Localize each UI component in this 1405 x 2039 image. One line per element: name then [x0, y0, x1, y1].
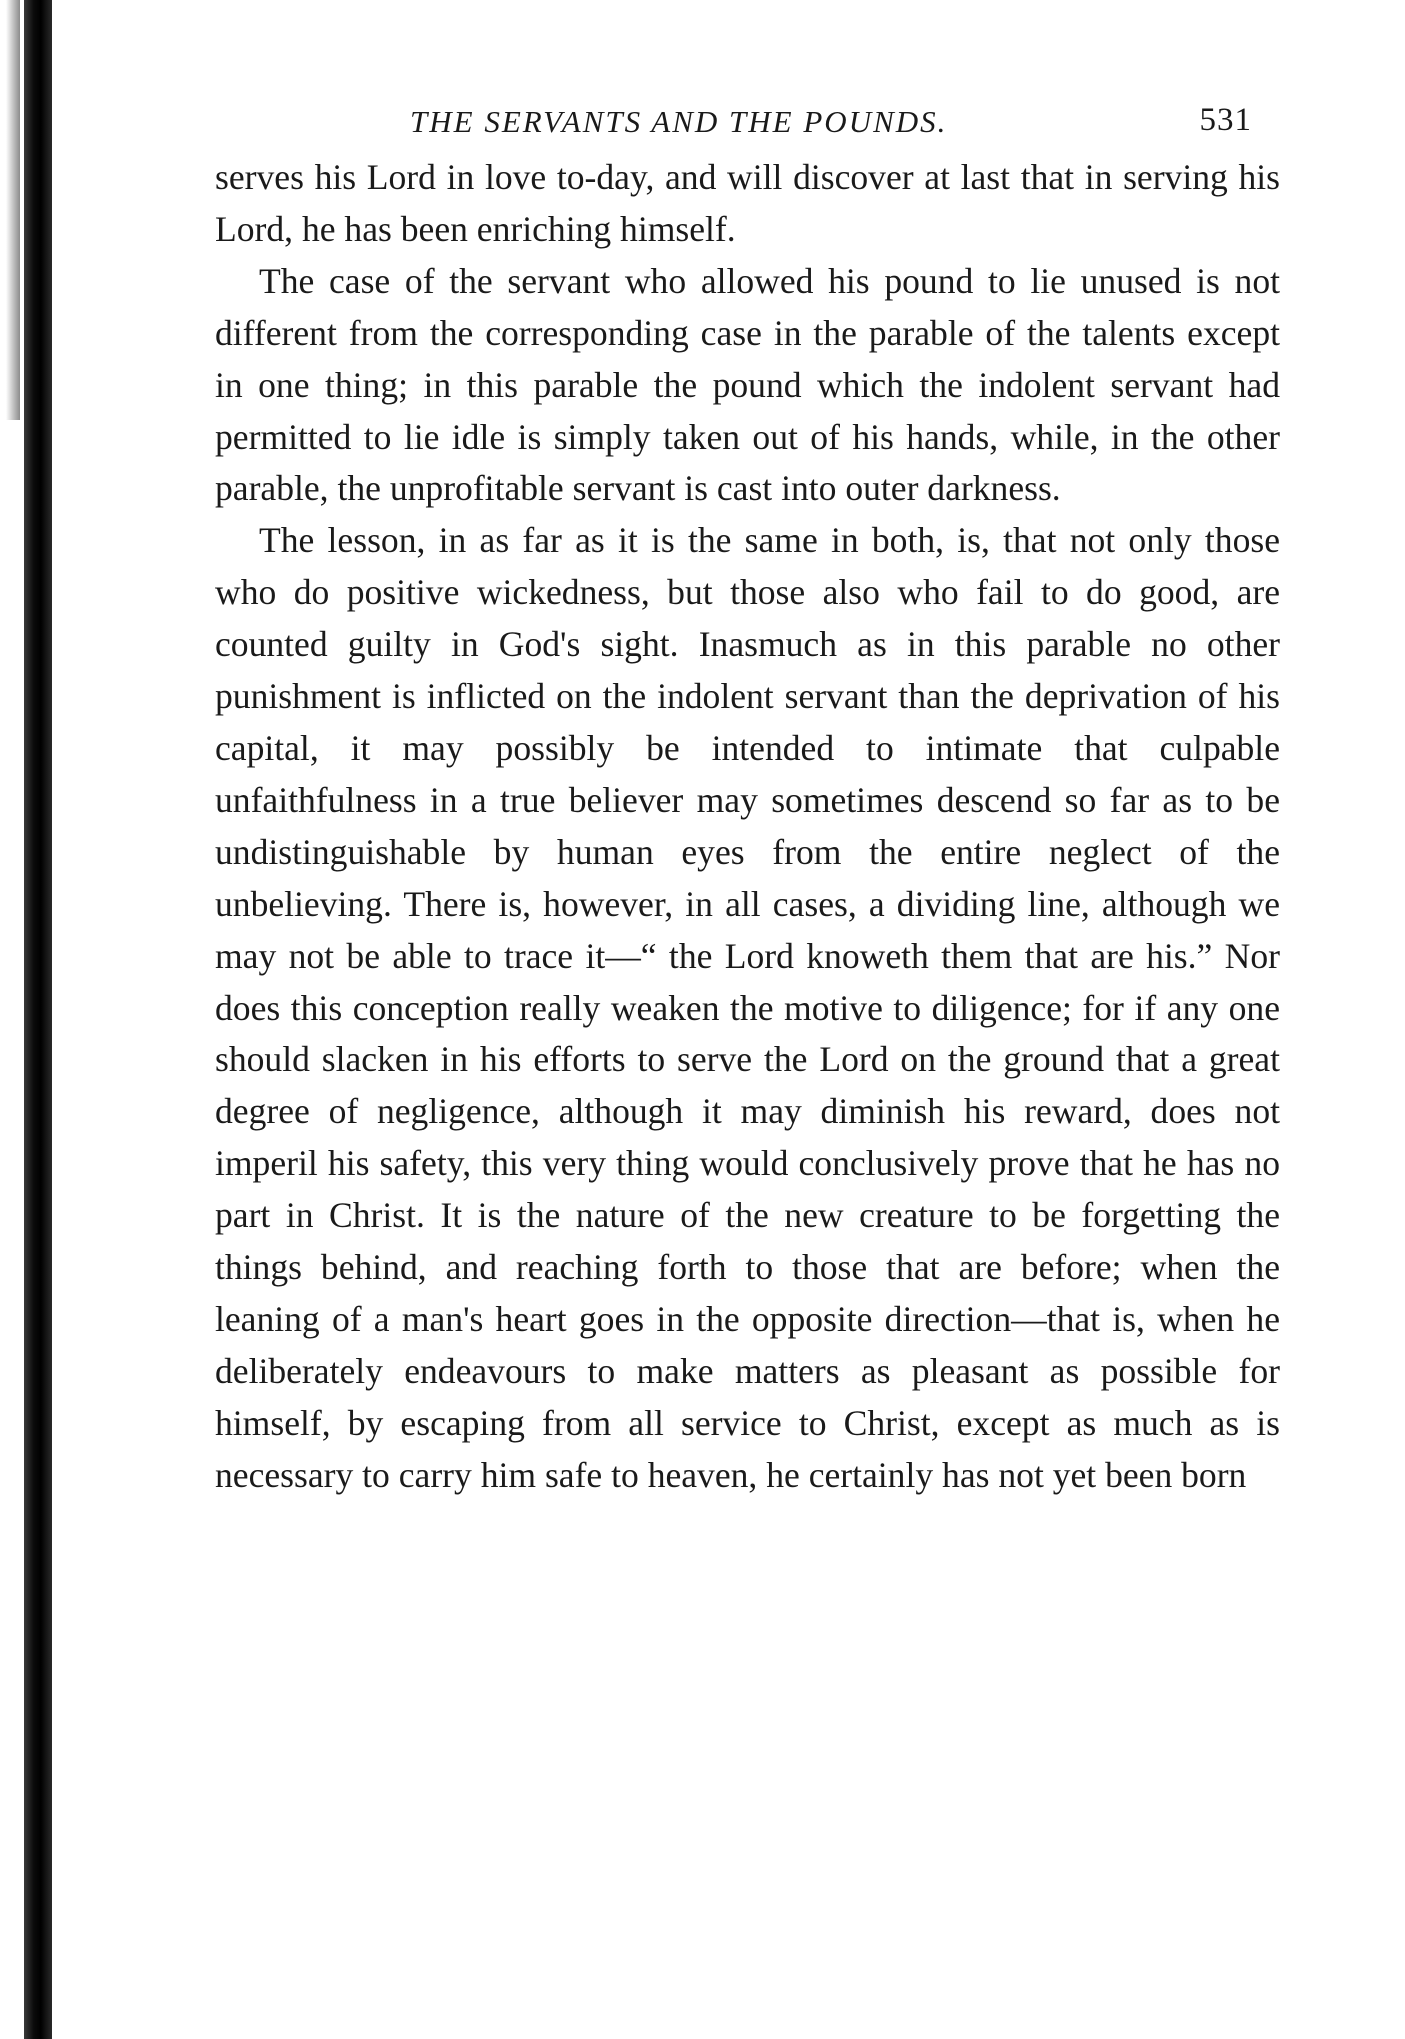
paragraph-the-lesson: The lesson, in as far as it is the same in both, is, that not only those who do positive wickedness, but those also who fail to do good, are counted guilty in God's sight. Inasmuch as in this parable no other punishment is inflicted on the indolent servant than the deprivation of his capital, it may possibly be intended to intimate that culpable unfaithfulness in a true believer may sometimes descend so far as to be undistinguishable by human eyes from the entire neglect of the unbelieving. There is, however, in all cases, a dividing line, although we may not be able to trace it—“ the Lord knoweth them that are his.” Nor does this conception really weaken the motive to diligence; for if any one should slacken in his efforts to serve the Lord on the ground that a great degree of negligence, although it may diminish his reward, does not imperil his safety, this very thing would conclusively prove that he has no part in Christ. It is the nature of the new creature to be forgetting the things behind, and reaching forth to those that are before; when the leaning of a man's heart goes in the opposite direction—that is, when he deliberately endeavours to make matters as pleasant as possible for himself, by escaping from all service to Christ, except as much as is necessary to carry him safe to heaven, he certainly has not yet been born — [215, 520, 1280, 1495]
running-title: THE SERVANTS AND THE POUNDS. — [410, 104, 948, 139]
binding-shadow — [6, 0, 20, 420]
paragraph-continuation: serves his Lord in love to-day, and will discover at last that in serving his Lord, he has been enriching himself. — [215, 157, 1280, 249]
page-number: 531 — [1199, 102, 1252, 138]
running-head — [215, 96, 1280, 152]
book-page — [215, 96, 1280, 1502]
paragraph-unused-pound: The case of the servant who allowed his pound to lie unused is not different from the corresponding case in the parable of the talents except in one thing; in this parable the pound which the indolent servant had permitted to lie idle is simply taken out of his hands, while, in the other parable, the unprofitable servant is cast into outer darkness. — [215, 260, 1280, 509]
scanned-binding-edge — [0, 0, 62, 2039]
binding-gutter — [24, 0, 52, 2039]
